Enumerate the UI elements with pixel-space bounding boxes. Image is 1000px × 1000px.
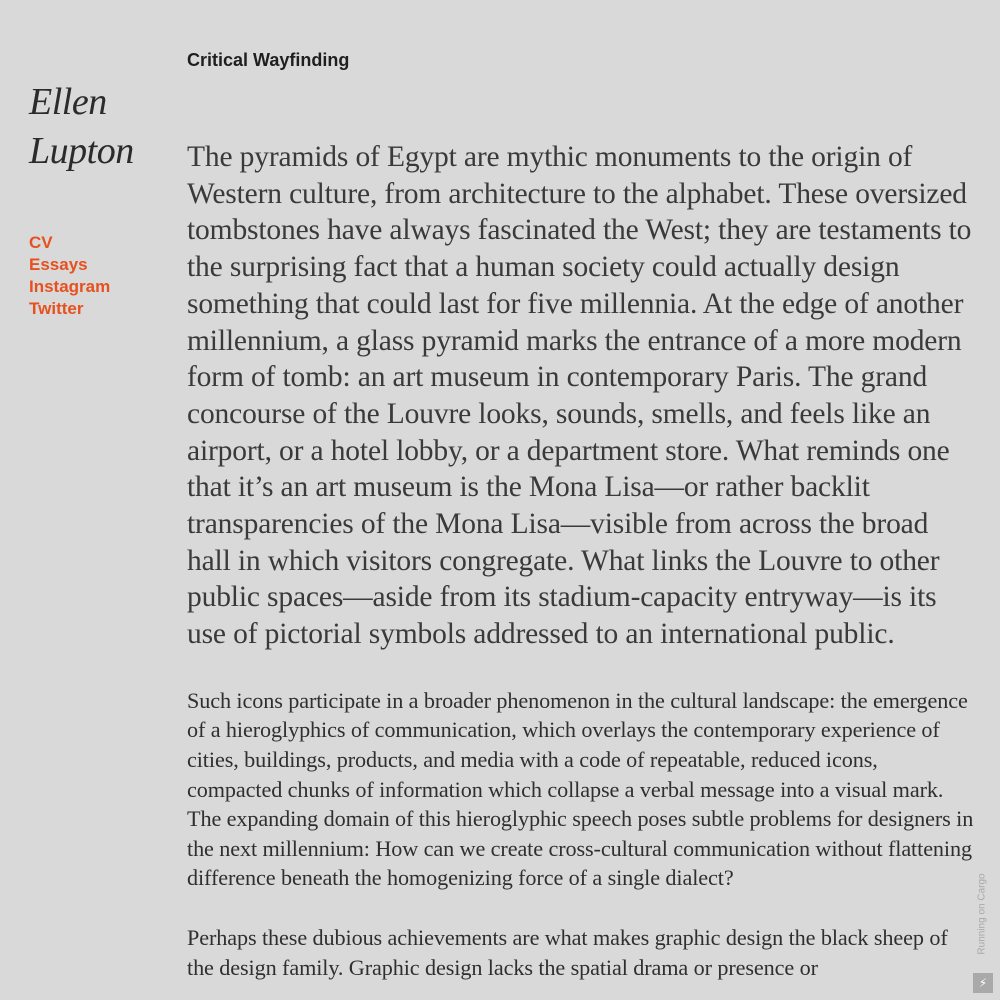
article-body <box>187 139 977 1000</box>
nav-link-instagram[interactable]: Instagram <box>29 277 111 296</box>
main-nav <box>29 232 169 320</box>
cargo-badge[interactable] <box>972 868 992 960</box>
lead-paragraph: The pyramids of Egypt are mythic monuments to the origin of Western culture, from architecture to the alphabet. These oversized tombstones have always fascinated the West; they are testaments to the surprising fact that a human society could actually design something that could last for five millennia. At the edge of another millennium, a glass pyramid marks the entrance of a more modern form of tomb: an art museum in contemporary Paris. The grand concourse of the Louvre looks, sounds, smells, and feels like an airport, or a hotel lobby, or a department store. What reminds one that it’s an art museum is the Mona Lisa—or rather backlit transparencies of the Mona Lisa—visible from across the broad hall in which visitors congregate. What links the Louvre to other public spaces—aside from its stadium-capacity entryway—is its use of pictorial symbols addressed to an international public. <box>187 141 972 651</box>
body-paragraph: Such icons participate in a broader phenomenon in the cultural landscape: the emergence of a hieroglyphics of communication, which overlays the contemporary experience of cities, buildings, products, and media with a code of repeatable, reduced icons, compacted chunks of information which collapse a verbal message into a visual mark. The expanding domain of this hieroglyphic speech poses subtle problems for designers in the next millennium: How can we create cross-cultural communication without flattening difference beneath the homogenizing force of a single dialect? <box>187 687 974 891</box>
author-first-name[interactable]: Ellen <box>29 81 107 123</box>
nav-link-cv[interactable]: CV <box>29 233 53 252</box>
author-last-name[interactable]: Lupton <box>29 130 134 172</box>
nav-link-twitter[interactable]: Twitter <box>29 299 84 318</box>
cargo-label[interactable]: Running on Cargo <box>976 873 988 955</box>
site-title[interactable] <box>29 78 169 176</box>
page-title: Critical Wayfinding <box>187 50 350 70</box>
nav-link-essays[interactable]: Essays <box>29 255 88 274</box>
lightning-icon[interactable]: ⚡ <box>973 973 993 993</box>
body-paragraph: Perhaps these dubious achievements are what makes graphic design the black sheep of the design family. Graphic design lacks the spatial drama or presence or <box>187 925 948 980</box>
sidebar <box>29 78 169 320</box>
